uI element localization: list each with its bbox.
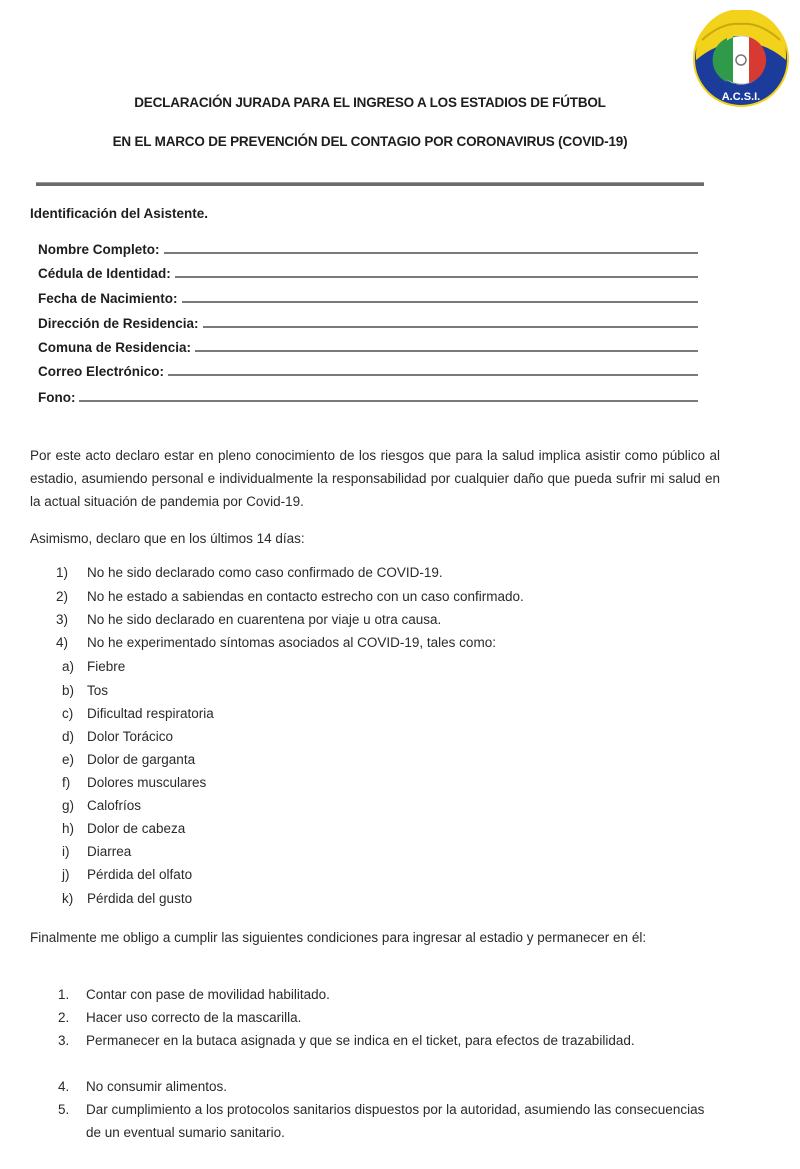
symptom-item: [62, 659, 125, 674]
condition-item: [58, 983, 710, 1006]
symptom-text: Tos: [87, 683, 109, 698]
fill-in-line[interactable]: [164, 252, 699, 254]
condition-number: 1.: [58, 987, 70, 1002]
item-number: 1): [56, 565, 69, 580]
item-text: No he sido declarado como caso confirmado de COVID-19.: [87, 565, 443, 580]
symptom-letter: d): [62, 729, 75, 744]
section-label-identification: Identificación del Asistente.: [30, 206, 209, 221]
symptom-text: Dolor Torácico: [87, 729, 174, 744]
symptom-item: [62, 891, 192, 906]
item-number: 2): [56, 589, 69, 604]
declaration-paragraph: Por este acto declaro estar en pleno conocimiento de los riesgos que para la salud implica asistir como público al estadio, asumiendo personal e individualmente la responsabilidad por cualquier daño que pueda sufrir mi salud en la actual situación de pandemia por Covid-19.: [30, 448, 720, 509]
club-logo: [692, 10, 790, 108]
condition-text: No consumir alimentos.: [86, 1079, 228, 1094]
symptom-item: [62, 706, 214, 721]
symptom-text: Diarrea: [87, 844, 132, 859]
symptom-item: [62, 775, 206, 790]
field-label: Correo Electrónico:: [38, 364, 165, 379]
symptom-item: [62, 729, 173, 744]
declaration-item: [56, 612, 441, 627]
fill-in-line[interactable]: [175, 276, 698, 278]
symptom-letter: b): [62, 683, 75, 698]
condition-text: Permanecer en la butaca asignada y que se indica en el ticket, para efectos de trazabilidad.: [86, 1033, 635, 1048]
symptom-text: Pérdida del gusto: [87, 891, 193, 906]
symptom-letter: a): [62, 659, 75, 674]
field-label: Nombre Completo:: [38, 242, 160, 257]
symptom-text: Pérdida del olfato: [87, 867, 193, 882]
symptom-letter: g): [62, 798, 75, 813]
condition-number: 3.: [58, 1033, 70, 1048]
fill-in-line[interactable]: [168, 374, 698, 376]
declaration-intro: Asimismo, declaro que en los últimos 14 días:: [30, 531, 305, 546]
condition-number: 4.: [58, 1079, 70, 1094]
declaration-item: [56, 565, 443, 580]
field-comuna-residencia[interactable]: [38, 335, 698, 355]
condition-item: [58, 1098, 710, 1144]
field-correo-electronico[interactable]: [38, 359, 698, 379]
field-direccion-residencia[interactable]: [38, 311, 698, 331]
document-title-line-2: EN EL MARCO DE PREVENCIÓN DEL CONTAGIO POR CORONAVIRUS (COVID-19): [112, 134, 628, 149]
item-number: 3): [56, 612, 69, 627]
field-label: Fecha de Nacimiento:: [38, 291, 178, 306]
symptom-text: Fiebre: [87, 659, 126, 674]
field-fono[interactable]: [38, 385, 698, 405]
symptom-letter: e): [62, 752, 75, 767]
symptom-letter: f): [62, 775, 71, 790]
logo-text: A.C.S.I.: [721, 91, 761, 103]
field-cedula-identidad[interactable]: [38, 261, 698, 281]
field-fecha-nacimiento[interactable]: [38, 286, 698, 306]
symptom-text: Dificultad respiratoria: [87, 706, 214, 721]
field-label: Comuna de Residencia:: [38, 340, 192, 355]
condition-text: Hacer uso correcto de la mascarilla.: [86, 1010, 302, 1025]
symptom-item: [62, 683, 108, 698]
fill-in-line[interactable]: [203, 326, 698, 328]
symptom-item: [62, 867, 192, 882]
item-text: No he estado a sabiendas en contacto estrecho con un caso confirmado.: [87, 589, 524, 604]
condition-item: [58, 1075, 710, 1098]
field-label: Dirección de Residencia:: [38, 316, 199, 331]
field-label: Fono:: [38, 390, 76, 405]
condition-number: 5.: [58, 1102, 70, 1117]
symptom-item: [62, 821, 185, 836]
declaration-item: [56, 635, 496, 650]
symptom-item: [62, 752, 195, 767]
fill-in-line[interactable]: [79, 400, 698, 402]
document-title-line-1: DECLARACIÓN JURADA PARA EL INGRESO A LOS ESTADIOS DE FÚTBOL: [134, 95, 606, 110]
fill-in-line[interactable]: [182, 301, 698, 303]
symptom-letter: c): [62, 706, 74, 721]
condition-text: Dar cumplimiento a los protocolos sanitarios dispuestos por la autoridad, asumiendo las consecuencias de un eventual sumario sanitario.: [86, 1102, 705, 1140]
condition-item: [58, 1029, 710, 1052]
item-text: No he experimentado síntomas asociados al COVID-19, tales como:: [87, 635, 496, 650]
symptom-item: [62, 844, 131, 859]
condition-text: Contar con pase de movilidad habilitado.: [86, 987, 330, 1002]
item-number: 4): [56, 635, 69, 650]
field-label: Cédula de Identidad:: [38, 266, 171, 281]
symptom-letter: i): [62, 844, 70, 859]
club-crest-icon: [692, 10, 790, 108]
header-divider: [36, 182, 704, 186]
item-text: No he sido declarado en cuarentena por viaje u otra causa.: [87, 612, 442, 627]
symptom-text: Dolor de garganta: [87, 752, 196, 767]
symptom-letter: h): [62, 821, 75, 836]
declaration-item: [56, 589, 524, 604]
symptom-text: Dolor de cabeza: [87, 821, 186, 836]
conditions-intro: Finalmente me obligo a cumplir las siguientes condiciones para ingresar al estadio y permanecer en él:: [30, 930, 647, 945]
symptom-text: Dolores musculares: [87, 775, 207, 790]
condition-item: [58, 1006, 710, 1029]
symptom-letter: j): [62, 867, 70, 882]
symptom-letter: k): [62, 891, 74, 906]
fill-in-line[interactable]: [195, 350, 698, 352]
condition-number: 2.: [58, 1010, 70, 1025]
field-nombre-completo[interactable]: [38, 237, 698, 257]
symptom-item: [62, 798, 141, 813]
symptom-text: Calofríos: [87, 798, 142, 813]
